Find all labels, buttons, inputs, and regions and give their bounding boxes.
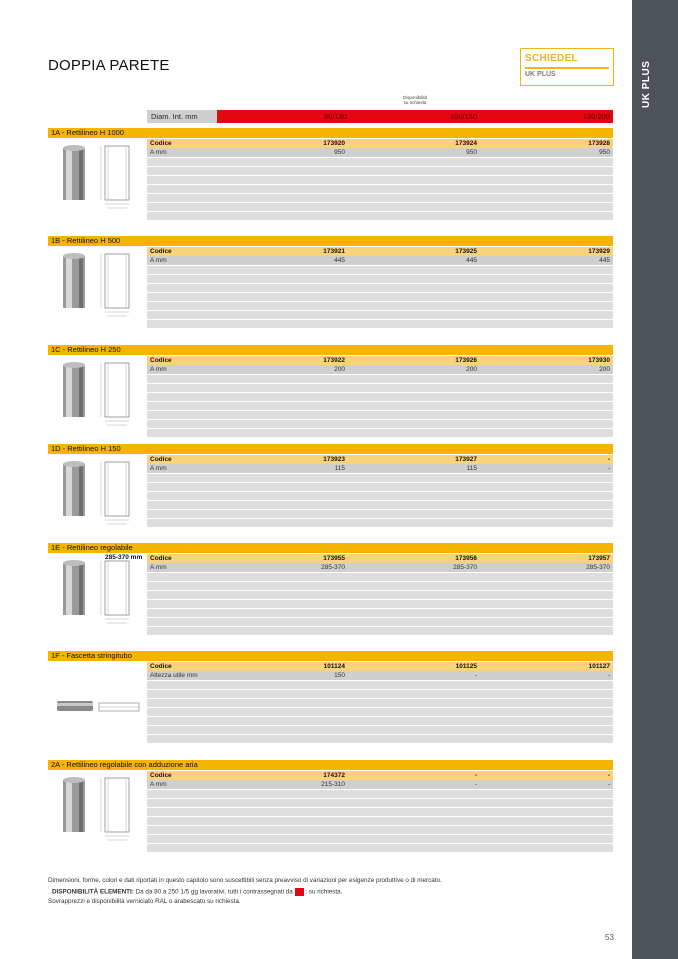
- diam-label: Diam. Int. mm: [147, 110, 217, 123]
- dimension-row-label: A mm: [150, 257, 167, 264]
- empty-row: [147, 175, 613, 184]
- empty-row: [147, 707, 613, 716]
- code-row: [147, 247, 613, 256]
- empty-row: [147, 166, 613, 175]
- footer-disclaimer: Dimensioni, forme, colori e dati riportati in questo capitolo sono suscettibili senza preavviso di variazioni per esigenze produttive o di mercato.: [48, 877, 442, 884]
- dimension-cell: 200: [334, 366, 345, 373]
- empty-row: [147, 202, 613, 211]
- empty-row: [147, 834, 613, 843]
- empty-row: [147, 798, 613, 807]
- empty-row: [147, 301, 613, 310]
- dimension-cell: 950: [599, 149, 610, 156]
- dimension-row: [147, 780, 613, 789]
- section-header: 1A - Rettilineo H 1000: [48, 128, 613, 138]
- dimension-cell: 150: [334, 672, 345, 679]
- part-illustration: [55, 557, 145, 632]
- footer-availability-label: DISPONIBILITÀ ELEMENTI:: [52, 888, 134, 896]
- dimension-cell: 445: [466, 257, 477, 264]
- dimension-cell: 200: [599, 366, 610, 373]
- part-illustration-icon: [55, 359, 145, 429]
- empty-row: [147, 716, 613, 725]
- empty-row: [147, 419, 613, 428]
- dimension-cell: 200: [466, 366, 477, 373]
- availability-note-line2: su richiesta: [403, 100, 427, 105]
- empty-row: [147, 383, 613, 392]
- footer-availability-end: : su richiesta.: [305, 888, 343, 896]
- code-cell: 173929: [588, 248, 610, 255]
- empty-row: [147, 211, 613, 220]
- sidebar-strip: [632, 0, 678, 959]
- code-cell: 173930: [588, 357, 610, 364]
- empty-row: [147, 283, 613, 292]
- code-cell: 173924: [455, 140, 477, 147]
- dimension-cell: 445: [334, 257, 345, 264]
- code-cell: 173923: [323, 456, 345, 463]
- code-row-label: Codice: [150, 663, 172, 670]
- part-illustration: [55, 250, 145, 325]
- dimension-cell: 285-370: [321, 564, 345, 571]
- diam-col-1: 80/130: [324, 112, 347, 121]
- empty-row: [147, 599, 613, 608]
- code-row-label: Codice: [150, 357, 172, 364]
- dimension-row: [147, 148, 613, 157]
- dimension-row-label: A mm: [150, 465, 167, 472]
- diam-col-2: 100/150: [449, 112, 477, 121]
- empty-row: [147, 374, 613, 383]
- code-cell: 173922: [323, 357, 345, 364]
- dimension-cell: 950: [466, 149, 477, 156]
- code-cell: 173955: [323, 555, 345, 562]
- empty-row: [147, 509, 613, 518]
- code-cell: 173957: [588, 555, 610, 562]
- dimension-row: [147, 464, 613, 473]
- empty-row: [147, 310, 613, 319]
- code-cell: 101127: [588, 663, 610, 670]
- dimension-cell: -: [607, 781, 610, 788]
- empty-row: [147, 274, 613, 283]
- diam-col-3: 130/200: [582, 112, 610, 121]
- code-cell: 173925: [455, 248, 477, 255]
- code-row-label: Codice: [150, 248, 172, 255]
- code-cell: 173927: [455, 456, 477, 463]
- dimension-cell: 115: [466, 465, 477, 472]
- empty-row: [147, 689, 613, 698]
- empty-row: [147, 626, 613, 635]
- code-row: [147, 662, 613, 671]
- empty-row: [147, 789, 613, 798]
- sidebar-label: UK PLUS: [641, 60, 652, 108]
- empty-row: [147, 265, 613, 274]
- empty-row: [147, 491, 613, 500]
- part-illustration: [55, 142, 145, 217]
- section-header: 2A - Rettilineo regolabile con adduzione aria: [48, 760, 613, 770]
- part-illustration-icon: [55, 142, 145, 212]
- empty-row: [147, 590, 613, 599]
- empty-row: [147, 319, 613, 328]
- section-header: 1E - Rettilineo regolabile: [48, 543, 613, 553]
- empty-row: [147, 698, 613, 707]
- dimension-row-label: A mm: [150, 564, 167, 571]
- empty-row: [147, 428, 613, 437]
- dimension-row-label: A mm: [150, 366, 167, 373]
- empty-row: [147, 473, 613, 482]
- code-row: [147, 356, 613, 365]
- logo-bar: [525, 67, 609, 69]
- code-cell: -: [607, 772, 610, 779]
- code-row: [147, 771, 613, 780]
- code-row: [147, 554, 613, 563]
- part-illustration: [55, 774, 145, 849]
- empty-row: [147, 843, 613, 852]
- empty-row: [147, 581, 613, 590]
- empty-row: [147, 410, 613, 419]
- schiedel-logo: [520, 48, 614, 86]
- code-row-label: Codice: [150, 772, 172, 779]
- code-row: [147, 455, 613, 464]
- part-illustration: [55, 673, 145, 748]
- empty-row: [147, 680, 613, 689]
- empty-row: [147, 608, 613, 617]
- code-row-label: Codice: [150, 456, 172, 463]
- dimension-cell: 215-310: [321, 781, 345, 788]
- code-cell: -: [607, 456, 610, 463]
- logo-subtitle: UK PLUS: [525, 71, 556, 78]
- code-cell: -: [474, 772, 477, 779]
- code-cell: 101125: [455, 663, 477, 670]
- logo-brand: SCHIEDEL: [525, 53, 578, 64]
- part-illustration-icon: [55, 774, 145, 844]
- dimension-row: [147, 671, 613, 680]
- empty-row: [147, 482, 613, 491]
- empty-row: [147, 807, 613, 816]
- code-cell: 173956: [455, 555, 477, 562]
- empty-row: [147, 392, 613, 401]
- dimension-cell: 285-370: [453, 564, 477, 571]
- empty-row: [147, 500, 613, 509]
- code-cell: 173921: [323, 248, 345, 255]
- dimension-row-label: Altezza utile mm: [150, 672, 198, 679]
- empty-row: [147, 157, 613, 166]
- page-title: DOPPIA PARETE: [48, 57, 170, 74]
- code-cell: 174372: [323, 772, 345, 779]
- code-row-label: Codice: [150, 555, 172, 562]
- code-cell: 173920: [323, 140, 345, 147]
- empty-row: [147, 184, 613, 193]
- red-square-icon: [295, 888, 304, 896]
- empty-row: [147, 734, 613, 743]
- availability-note-line1: Disponibilità: [402, 95, 428, 100]
- page-number: 53: [605, 933, 614, 942]
- code-row-label: Codice: [150, 140, 172, 147]
- code-row: [147, 139, 613, 148]
- empty-row: [147, 617, 613, 626]
- empty-row: [147, 401, 613, 410]
- dimension-row: [147, 563, 613, 572]
- dimension-cell: -: [607, 672, 610, 679]
- empty-row: [147, 725, 613, 734]
- footer-ral-note: Sovrapprezzi e disponibilità verniciato RAL o arabescato su richiesta.: [48, 898, 241, 905]
- part-illustration-icon: [55, 673, 145, 743]
- part-illustration: [55, 458, 145, 533]
- code-cell: 173928: [588, 140, 610, 147]
- dimension-row: [147, 256, 613, 265]
- footer-availability-text: Da da 80 a 250 1/5 gg lavorativi, tutti i contrassegnati da: [135, 888, 293, 896]
- part-illustration-icon: [55, 557, 145, 627]
- section-header: 1D - Rettilineo H 150: [48, 444, 613, 454]
- availability-note: [385, 95, 445, 105]
- dimension-cell: -: [607, 465, 610, 472]
- code-cell: 101124: [323, 663, 345, 670]
- empty-row: [147, 518, 613, 527]
- part-illustration: [55, 359, 145, 434]
- dimension-cell: 950: [334, 149, 345, 156]
- footer-availability: [52, 888, 342, 896]
- part-illustration-icon: [55, 250, 145, 320]
- empty-row: [147, 572, 613, 581]
- section-header: 1F - Fascetta stringitubo: [48, 651, 613, 661]
- dimension-cell: 285-370: [586, 564, 610, 571]
- part-illustration-icon: [55, 458, 145, 528]
- code-cell: 173926: [455, 357, 477, 364]
- dimension-row-label: A mm: [150, 781, 167, 788]
- dimension-row-label: A mm: [150, 149, 167, 156]
- empty-row: [147, 292, 613, 301]
- empty-row: [147, 825, 613, 834]
- dimension-row: [147, 365, 613, 374]
- dimension-cell: -: [474, 781, 477, 788]
- dimension-cell: 115: [334, 465, 345, 472]
- section-header: 1B - Rettilineo H 500: [48, 236, 613, 246]
- dimension-cell: -: [474, 672, 477, 679]
- section-extra-label: 285-370 mm: [105, 554, 143, 561]
- empty-row: [147, 816, 613, 825]
- dimension-cell: 445: [599, 257, 610, 264]
- section-header: 1C - Rettilineo H 250: [48, 345, 613, 355]
- empty-row: [147, 193, 613, 202]
